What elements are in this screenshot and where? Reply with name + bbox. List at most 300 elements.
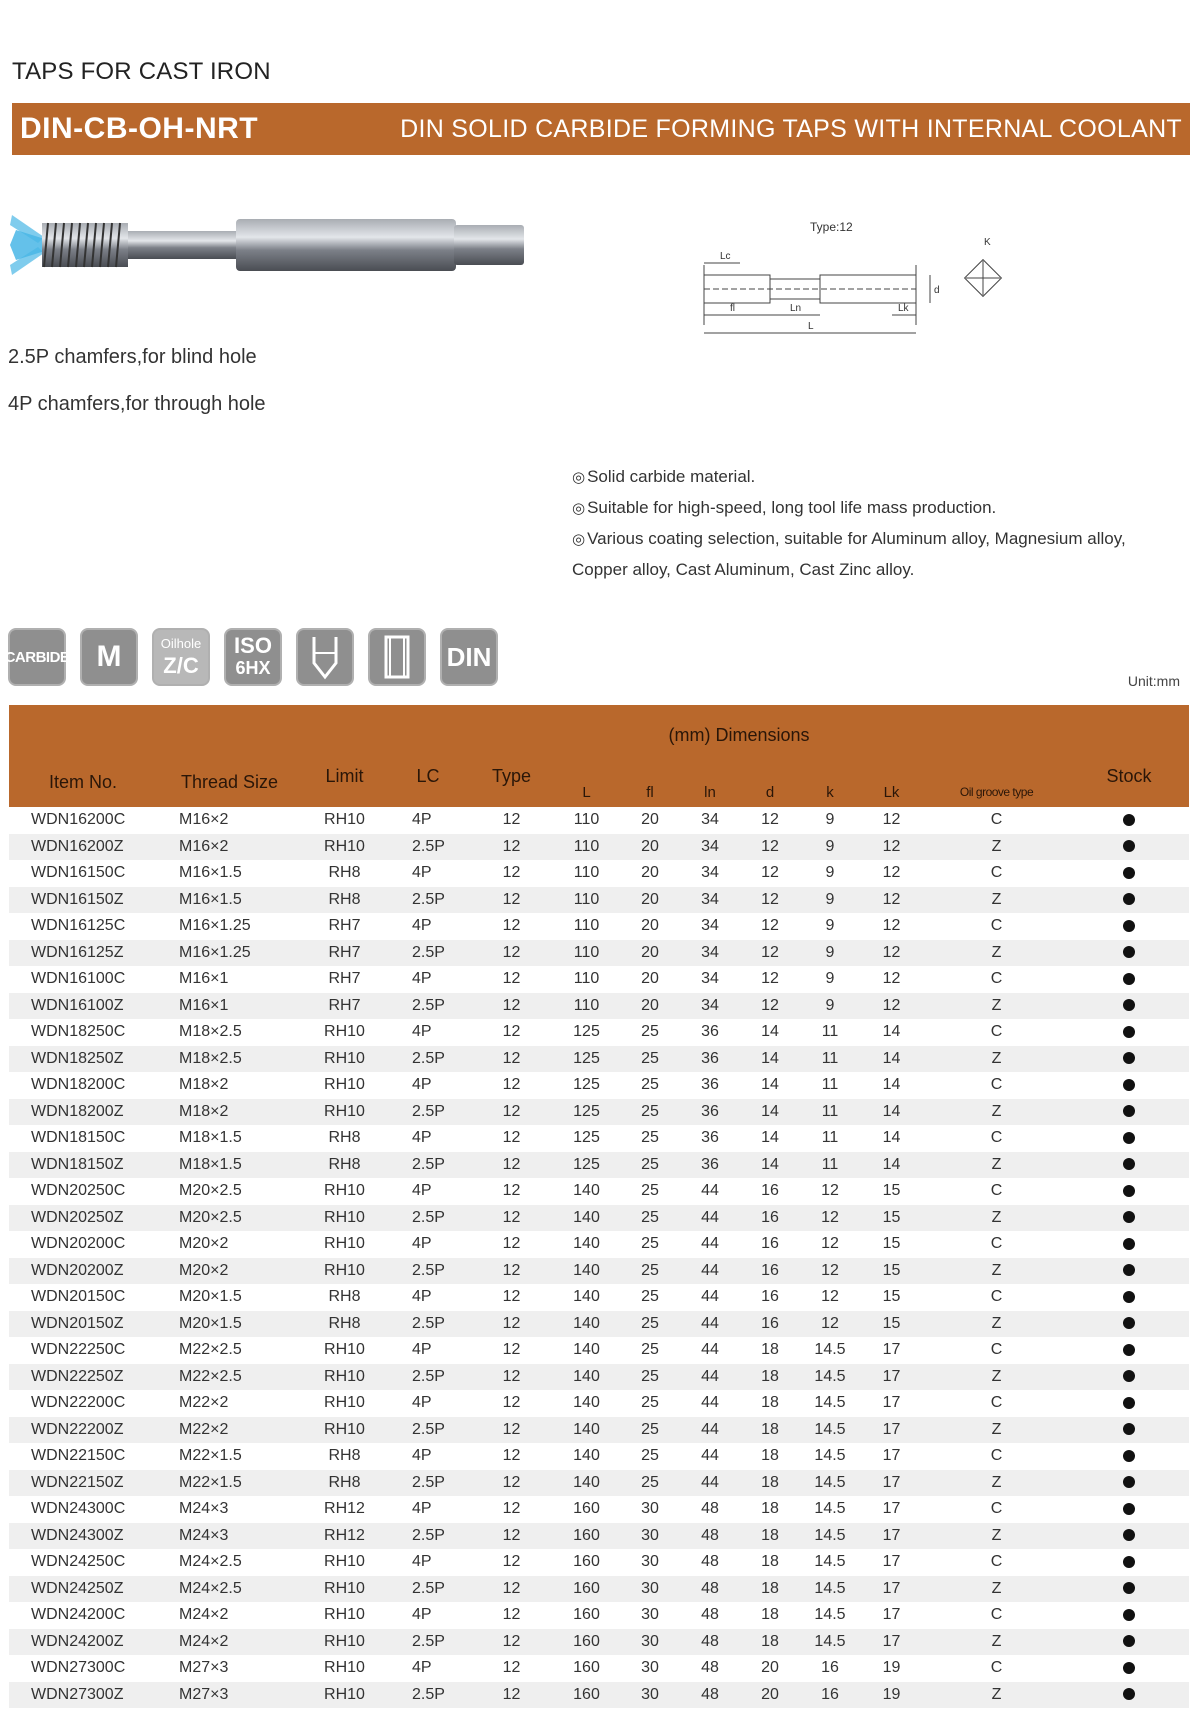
cell-fl: 30 — [619, 1629, 681, 1656]
cell-ln: 36 — [681, 1046, 739, 1073]
cell-lc: 4P — [412, 1023, 432, 1040]
table-row — [9, 1417, 1189, 1444]
cell-oil: Z — [924, 1629, 1069, 1656]
cell-l: 140 — [554, 1311, 619, 1338]
cell-lk: 14 — [882, 1076, 901, 1093]
cell-k: 11 — [801, 1046, 859, 1073]
cell-limit: RH10 — [302, 1417, 387, 1444]
cell-stock — [1069, 1072, 1189, 1099]
bullet-icon: ◎ — [572, 531, 586, 548]
cell-ln: 48 — [681, 1682, 739, 1709]
cell-oil: Z — [924, 1417, 1069, 1444]
cell-item: WDN22250C — [31, 1341, 126, 1358]
cell-thread: M18×1.5 — [157, 1152, 302, 1179]
cell-oil: C — [990, 1341, 1003, 1358]
cell-lk: 17 — [859, 1417, 924, 1444]
table-row — [9, 1470, 1189, 1497]
cell-item: WDN27300C — [31, 1659, 126, 1676]
cell-limit: RH10 — [324, 1553, 365, 1570]
cell-limit: RH8 — [302, 1152, 387, 1179]
cell-thread: M24×3 — [179, 1500, 229, 1517]
cell-lk: 12 — [859, 887, 924, 914]
cell-l: 110 — [573, 864, 600, 881]
cell-ln: 48 — [701, 1606, 719, 1623]
cell-d: 12 — [761, 917, 779, 934]
cell-k: 14.5 — [814, 1394, 846, 1411]
cell-fl: 25 — [619, 1046, 681, 1073]
cell-limit: RH8 — [302, 887, 387, 914]
cell-type: 12 — [469, 887, 554, 914]
cell-oil: C — [990, 1500, 1003, 1517]
cell-k: 12 — [801, 1258, 859, 1285]
cell-limit: RH10 — [324, 1659, 365, 1676]
cell-limit: RH7 — [302, 993, 387, 1020]
cell-d: 18 — [739, 1364, 801, 1391]
cell-thread: M24×3 — [157, 1523, 302, 1550]
cell-l: 160 — [554, 1576, 619, 1603]
cell-fl: 20 — [619, 834, 681, 861]
cell-lk: 12 — [882, 811, 901, 828]
cell-lk: 14 — [882, 1023, 901, 1040]
cell-d: 14 — [739, 1099, 801, 1126]
cell-item: WDN27300Z — [9, 1682, 157, 1709]
cell-type: 12 — [502, 1447, 521, 1464]
cell-type: 12 — [469, 1205, 554, 1232]
in-stock-dot-icon — [1123, 1556, 1135, 1568]
cell-lk: 17 — [859, 1364, 924, 1391]
cell-lk: 15 — [882, 1235, 901, 1252]
cell-d: 12 — [739, 887, 801, 914]
cell-thread: M16×1.25 — [157, 940, 302, 967]
table-row — [9, 1337, 1189, 1364]
cell-lk: 14 — [859, 1099, 924, 1126]
cell-limit: RH8 — [302, 1311, 387, 1338]
cell-stock — [1069, 1364, 1189, 1391]
cell-l: 125 — [554, 1099, 619, 1126]
cell-fl: 30 — [619, 1576, 681, 1603]
drawing-l-label: L — [808, 321, 814, 332]
cell-lc: 2.5P — [387, 1099, 469, 1126]
cell-item: WDN22200C — [31, 1394, 126, 1411]
cell-d: 14 — [739, 1046, 801, 1073]
cell-type: 12 — [502, 1606, 521, 1623]
cell-stock — [1069, 1523, 1189, 1550]
cell-type: 12 — [469, 1470, 554, 1497]
cell-lk: 17 — [859, 1576, 924, 1603]
cell-lc: 4P — [412, 1553, 432, 1570]
cell-l: 140 — [573, 1288, 600, 1305]
cell-thread: M20×2.5 — [157, 1205, 302, 1232]
cell-l: 160 — [554, 1682, 619, 1709]
cell-lk: 12 — [859, 940, 924, 967]
cell-lc: 4P — [412, 1394, 432, 1411]
cell-d: 12 — [739, 993, 801, 1020]
cell-thread: M16×1 — [179, 970, 229, 987]
cell-item: WDN22250Z — [9, 1364, 157, 1391]
cell-stock — [1069, 807, 1189, 834]
cell-ln: 34 — [701, 811, 719, 828]
cell-d: 12 — [739, 834, 801, 861]
col-type: Type — [469, 705, 554, 807]
cell-type: 12 — [469, 1152, 554, 1179]
col-lk: Lk — [859, 757, 924, 807]
cell-thread: M22×2 — [179, 1394, 229, 1411]
cell-stock — [1069, 1576, 1189, 1603]
cell-d: 18 — [761, 1447, 779, 1464]
in-stock-dot-icon — [1123, 1079, 1135, 1091]
cell-d: 12 — [761, 970, 779, 987]
tap-photo-image — [8, 205, 528, 285]
cell-item: WDN16125Z — [9, 940, 157, 967]
cell-thread: M18×1.5 — [179, 1129, 242, 1146]
cell-oil: Z — [924, 1311, 1069, 1338]
in-stock-dot-icon — [1123, 1423, 1135, 1435]
drawing-fl-label: fl — [730, 303, 735, 314]
cell-stock — [1069, 1602, 1189, 1629]
cell-d: 20 — [761, 1659, 779, 1676]
cell-type: 12 — [469, 1364, 554, 1391]
table-row — [9, 1549, 1189, 1576]
cell-ln: 48 — [681, 1629, 739, 1656]
cell-stock — [1069, 1019, 1189, 1046]
cell-thread: M20×2 — [179, 1235, 229, 1252]
cell-thread: M16×1.5 — [179, 864, 242, 881]
cell-thread: M18×2.5 — [179, 1023, 242, 1040]
drawing-type-label: Type:12 — [810, 220, 853, 234]
cell-oil: Z — [924, 993, 1069, 1020]
cell-k: 14.5 — [814, 1500, 846, 1517]
table-row — [9, 1205, 1189, 1232]
cell-item: WDN24300Z — [9, 1523, 157, 1550]
cell-l: 140 — [573, 1341, 600, 1358]
cell-fl: 20 — [641, 970, 659, 987]
cell-d: 16 — [761, 1235, 779, 1252]
cell-d: 18 — [739, 1629, 801, 1656]
col-oil-groove-type: Oil groove type — [924, 705, 1069, 807]
cell-item: WDN24200Z — [9, 1629, 157, 1656]
cell-type: 12 — [502, 1394, 521, 1411]
cell-lk: 17 — [882, 1394, 901, 1411]
cell-k: 11 — [801, 1152, 859, 1179]
cell-k: 14.5 — [801, 1576, 859, 1603]
cell-oil: C — [990, 1553, 1003, 1570]
cell-oil: C — [990, 864, 1003, 881]
cell-ln: 44 — [701, 1235, 719, 1252]
cell-item: WDN20150Z — [9, 1311, 157, 1338]
cell-k: 14.5 — [801, 1470, 859, 1497]
cell-k: 12 — [801, 1205, 859, 1232]
cell-thread: M22×2.5 — [179, 1341, 242, 1358]
cell-item: WDN18200C — [31, 1076, 126, 1093]
cell-stock — [1069, 1496, 1189, 1523]
cell-d: 12 — [761, 811, 779, 828]
cell-item: WDN24250C — [31, 1553, 126, 1570]
cell-l: 125 — [573, 1023, 600, 1040]
in-stock-dot-icon — [1123, 1317, 1135, 1329]
cell-k: 14.5 — [801, 1364, 859, 1391]
cell-lc: 4P — [412, 1447, 432, 1464]
bullet-icon: ◎ — [572, 469, 586, 486]
cell-l: 140 — [554, 1470, 619, 1497]
cell-type: 12 — [502, 1341, 521, 1358]
cell-oil: Z — [924, 1470, 1069, 1497]
cell-lc: 2.5P — [387, 887, 469, 914]
cell-limit: RH10 — [324, 1076, 365, 1093]
cell-l: 140 — [554, 1258, 619, 1285]
cell-lk: 12 — [859, 834, 924, 861]
iso-tolerance-icon: ISO 6HX — [224, 628, 282, 686]
cell-k: 14.5 — [801, 1629, 859, 1656]
cell-lc: 4P — [412, 864, 432, 881]
in-stock-dot-icon — [1123, 973, 1135, 985]
in-stock-dot-icon — [1123, 1238, 1135, 1250]
cell-type: 12 — [502, 1288, 521, 1305]
in-stock-dot-icon — [1123, 1132, 1135, 1144]
cell-k: 14.5 — [801, 1523, 859, 1550]
cell-type: 12 — [469, 1576, 554, 1603]
in-stock-dot-icon — [1123, 1026, 1135, 1038]
cell-lk: 17 — [859, 1470, 924, 1497]
cell-ln: 44 — [681, 1258, 739, 1285]
cell-l: 110 — [573, 811, 600, 828]
cell-l: 140 — [573, 1447, 600, 1464]
cell-k: 9 — [825, 811, 835, 828]
cell-limit: RH10 — [324, 1182, 365, 1199]
cell-ln: 48 — [701, 1500, 719, 1517]
in-stock-dot-icon — [1123, 999, 1135, 1011]
cell-lk: 17 — [882, 1447, 901, 1464]
in-stock-dot-icon — [1123, 1052, 1135, 1064]
table-row — [9, 1390, 1189, 1417]
cell-lc: 4P — [412, 1659, 432, 1676]
cell-ln: 48 — [701, 1659, 719, 1676]
cell-stock — [1069, 940, 1189, 967]
cell-l: 110 — [554, 940, 619, 967]
cell-d: 16 — [739, 1311, 801, 1338]
cell-d: 16 — [761, 1288, 779, 1305]
cell-oil: C — [990, 1235, 1003, 1252]
cell-thread: M22×1.5 — [157, 1470, 302, 1497]
cell-item: WDN22200Z — [9, 1417, 157, 1444]
cell-l: 125 — [554, 1152, 619, 1179]
cell-fl: 25 — [641, 1076, 659, 1093]
in-stock-dot-icon — [1123, 1211, 1135, 1223]
cell-d: 14 — [739, 1152, 801, 1179]
table-row — [9, 887, 1189, 914]
cell-oil: Z — [924, 1258, 1069, 1285]
cell-oil: Z — [924, 1682, 1069, 1709]
drawing-lc-label: Lc — [720, 251, 731, 262]
cell-k: 14.5 — [801, 1417, 859, 1444]
cell-type: 12 — [502, 917, 521, 934]
cell-stock — [1069, 1284, 1189, 1311]
cell-type: 12 — [469, 834, 554, 861]
cell-fl: 25 — [619, 1417, 681, 1444]
cell-lc: 4P — [412, 970, 432, 987]
cell-thread: M24×2 — [179, 1606, 229, 1623]
table-row — [9, 1099, 1189, 1126]
cell-stock — [1069, 1470, 1189, 1497]
cell-ln: 34 — [701, 917, 719, 934]
cell-k: 12 — [821, 1182, 839, 1199]
cell-oil: C — [990, 811, 1003, 828]
cell-limit: RH10 — [302, 1099, 387, 1126]
cell-oil: Z — [924, 1576, 1069, 1603]
col-l: L — [554, 757, 619, 807]
table-row — [9, 1443, 1189, 1470]
blind-hole-icon — [296, 628, 354, 686]
in-stock-dot-icon — [1123, 1158, 1135, 1170]
cell-k: 16 — [821, 1659, 839, 1676]
cell-item: WDN18150Z — [9, 1152, 157, 1179]
cell-stock — [1069, 1337, 1189, 1364]
cell-lk: 12 — [882, 917, 901, 934]
feature-item: ◎ Solid carbide material. — [572, 467, 756, 486]
cell-lc: 2.5P — [387, 834, 469, 861]
cell-k: 9 — [801, 940, 859, 967]
cell-lk: 12 — [882, 864, 901, 881]
cell-l: 140 — [573, 1235, 600, 1252]
cell-fl: 25 — [641, 1129, 659, 1146]
cell-ln: 44 — [701, 1447, 719, 1464]
cell-oil: C — [990, 1659, 1003, 1676]
specification-table-body — [9, 807, 1189, 1708]
cell-item: WDN20250C — [31, 1182, 126, 1199]
cell-fl: 30 — [619, 1682, 681, 1709]
cell-d: 18 — [761, 1606, 779, 1623]
cell-stock — [1069, 1417, 1189, 1444]
cell-fl: 25 — [641, 1447, 659, 1464]
cell-limit: RH10 — [324, 1235, 365, 1252]
in-stock-dot-icon — [1123, 1291, 1135, 1303]
cell-item: WDN20200C — [31, 1235, 126, 1252]
cell-item: WDN18150C — [31, 1129, 126, 1146]
cell-oil: C — [990, 1129, 1003, 1146]
cell-limit: RH10 — [324, 1394, 365, 1411]
cell-oil: Z — [924, 1364, 1069, 1391]
table-row — [9, 1523, 1189, 1550]
cell-l: 110 — [554, 993, 619, 1020]
cell-oil: C — [990, 1606, 1003, 1623]
cell-oil: Z — [924, 887, 1069, 914]
cell-lc: 4P — [412, 917, 432, 934]
cell-lk: 14 — [859, 1046, 924, 1073]
cell-lc: 2.5P — [387, 1311, 469, 1338]
cell-type: 12 — [502, 1553, 521, 1570]
cell-stock — [1069, 834, 1189, 861]
cell-stock — [1069, 1125, 1189, 1152]
col-d: d — [739, 757, 801, 807]
cell-item: WDN20150C — [31, 1288, 126, 1305]
cell-k: 11 — [821, 1076, 839, 1093]
product-description: DIN SOLID CARBIDE FORMING TAPS WITH INTERNAL COOLANT — [400, 114, 1182, 143]
product-banner — [12, 103, 1190, 155]
cell-d: 12 — [761, 864, 779, 881]
in-stock-dot-icon — [1123, 1397, 1135, 1409]
cell-l: 110 — [554, 887, 619, 914]
cell-k: 9 — [801, 834, 859, 861]
cell-oil: C — [990, 970, 1003, 987]
cell-ln: 34 — [681, 940, 739, 967]
cell-lk: 17 — [882, 1606, 901, 1623]
cell-item: WDN22150Z — [9, 1470, 157, 1497]
col-stock: Stock — [1069, 705, 1189, 807]
cell-lc: 2.5P — [387, 1523, 469, 1550]
cell-oil: C — [990, 1394, 1003, 1411]
cell-l: 160 — [554, 1523, 619, 1550]
cell-type: 12 — [469, 1682, 554, 1709]
unit-label: Unit:mm — [1127, 673, 1180, 689]
cell-lc: 2.5P — [387, 1576, 469, 1603]
cell-ln: 34 — [701, 970, 719, 987]
cell-type: 12 — [469, 940, 554, 967]
cell-fl: 25 — [641, 1182, 659, 1199]
cell-lc: 4P — [412, 1606, 432, 1623]
cell-fl: 20 — [641, 917, 659, 934]
cell-d: 18 — [761, 1553, 779, 1570]
cell-limit: RH10 — [302, 834, 387, 861]
dimensions-header: (mm) Dimensions — [554, 705, 924, 757]
cell-item: WDN18250C — [31, 1023, 126, 1040]
cell-fl: 25 — [619, 1258, 681, 1285]
cell-stock — [1069, 1443, 1189, 1470]
cell-fl: 30 — [641, 1606, 659, 1623]
cell-thread: M16×1.5 — [157, 887, 302, 914]
col-k: k — [801, 757, 859, 807]
cell-type: 12 — [502, 1659, 521, 1676]
in-stock-dot-icon — [1123, 1450, 1135, 1462]
chamfer-note-blind: 2.5P chamfers,for blind hole — [8, 346, 257, 368]
cell-lk: 17 — [859, 1629, 924, 1656]
cell-fl: 30 — [641, 1659, 659, 1676]
table-row — [9, 940, 1189, 967]
cell-stock — [1069, 1178, 1189, 1205]
cell-k: 9 — [825, 970, 835, 987]
cell-limit: RH10 — [324, 811, 365, 828]
cell-lc: 2.5P — [387, 1417, 469, 1444]
feature-item: ◎ Suitable for high-speed, long tool life mass production. — [572, 498, 997, 517]
cell-fl: 25 — [619, 1099, 681, 1126]
cell-k: 16 — [801, 1682, 859, 1709]
cell-item: WDN20200Z — [9, 1258, 157, 1285]
cell-ln: 44 — [681, 1364, 739, 1391]
cell-lc: 2.5P — [387, 1470, 469, 1497]
cell-limit: RH10 — [302, 1205, 387, 1232]
cell-item: WDN24300C — [31, 1500, 126, 1517]
table-row — [9, 1072, 1189, 1099]
cell-stock — [1069, 966, 1189, 993]
cell-l: 110 — [554, 834, 619, 861]
product-code: DIN-CB-OH-NRT — [20, 112, 259, 145]
cell-thread: M22×2 — [157, 1417, 302, 1444]
cell-limit: RH10 — [324, 1023, 365, 1040]
cell-stock — [1069, 1152, 1189, 1179]
col-item-no: Item No. — [9, 705, 157, 807]
col-fl: fl — [619, 757, 681, 807]
table-row — [9, 993, 1189, 1020]
col-thread-size: Thread Size — [157, 705, 302, 807]
cell-fl: 20 — [619, 887, 681, 914]
chamfer-note-through: 4P chamfers,for through hole — [8, 393, 266, 415]
cell-d: 18 — [739, 1523, 801, 1550]
cell-limit: RH10 — [302, 1682, 387, 1709]
cell-fl: 25 — [641, 1394, 659, 1411]
cell-thread: M16×1 — [157, 993, 302, 1020]
cell-ln: 44 — [681, 1417, 739, 1444]
cell-stock — [1069, 1390, 1189, 1417]
table-row — [9, 860, 1189, 887]
cell-lc: 2.5P — [387, 1046, 469, 1073]
